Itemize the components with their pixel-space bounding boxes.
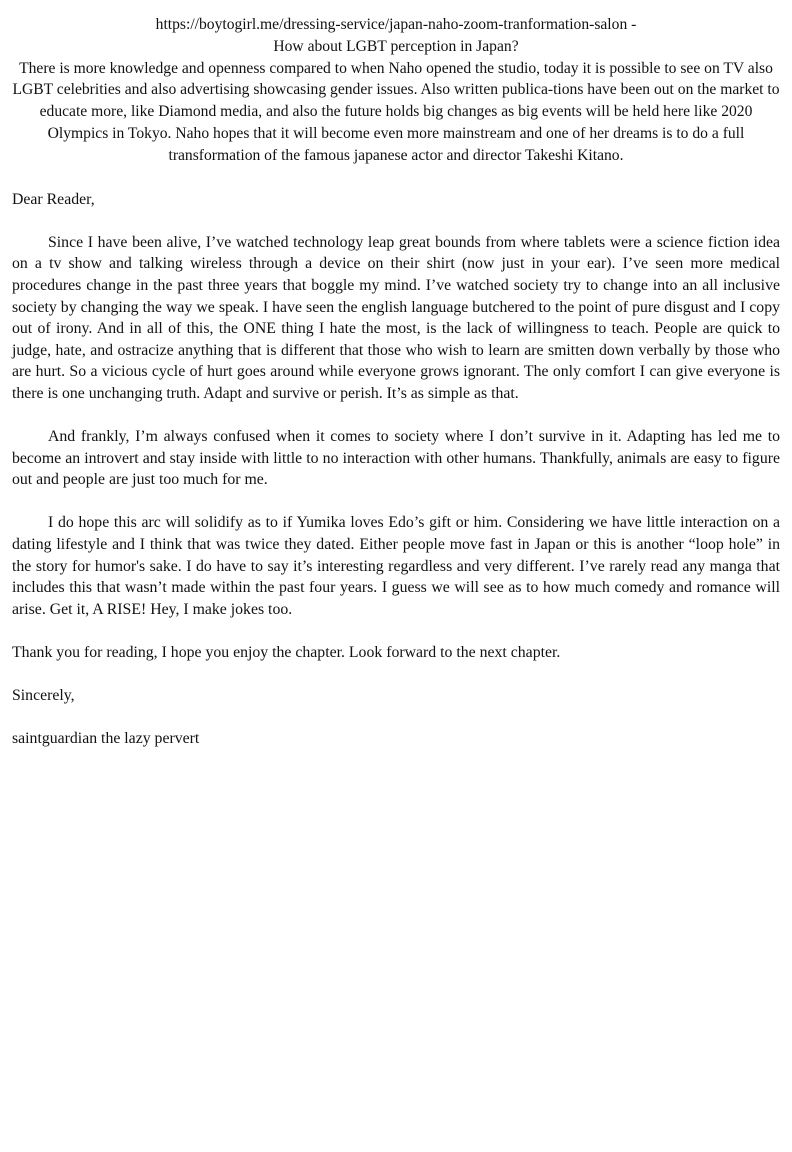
letter-paragraph-1: Since I have been alive, I’ve watched technology leap great bounds from where tablets were a science fiction idea on a tv show and talking wireless through a device on their shirt (now just in your ear). I’ve seen more medical procedures change in the past three years that boggle my mind. I’ve watched society try to change into an all inclusive society by changing the way we speak. I have seen the english language butchered to the point of pure disgust and I copy out of irony. And in all of this, the ONE thing I hate the most, is the lack of willingness to teach. People are quick to judge, hate, and ostracize anything that is different that those who wish to learn are smitten down verbally by those who are hurt. So a vicious cycle of hurt goes around while everyone grows ignorant. The only comfort I can give everyone is there is one unchanging truth. Adapt and survive or perish. It’s as simple as that. bbox=[12, 233, 780, 402]
signature: saintguardian the lazy pervert bbox=[12, 730, 200, 748]
letter-paragraph-3: I do hope this arc will solidify as to if Yumika loves Edo’s gift or him. Considering we have little interaction on a dating lifestyle and I think that was twice they dated. Either people move fast in Japan or this is another “loop hole” in the story for humor's sake. I do have to say it’s interesting regardless and very different. I’ve rarely read any manga that includes this that wasn’t made within the past four years. I guess we will see as to how much comedy and romance will arise. Get it, A RISE! Hey, I make jokes too. bbox=[12, 514, 780, 618]
interview-answer: There is more knowledge and openness compared to when Naho opened the studio, today it is possible to see on TV also LGBT celebrities and also advertising showcasing gender issues. Also written publica-tions have been out on the market to educate more, like Diamond media, and also the future holds big changes as big events will be held here like 2020 Olympics in Tokyo. Naho hopes that it will become even more mainstream and one of her dreams is to do a full transformation of the famous japanese actor and director Takeshi Kitano. bbox=[12, 59, 780, 164]
salutation: Dear Reader, bbox=[12, 190, 95, 208]
letter-body bbox=[12, 189, 780, 750]
thanks-line: Thank you for reading, I hope you enjoy the chapter. Look forward to the next chapter. bbox=[12, 644, 561, 662]
document-page bbox=[12, 14, 780, 772]
letter-paragraph-2: And frankly, I’m always confused when it comes to society where I don’t survive in it. Adapting has led me to become an introvert and stay inside with little to no interaction with other humans. Thankfully, animals are easy to figure out and people are just too much for me. bbox=[12, 428, 780, 489]
source-url: https://boytogirl.me/dressing-service/japan-naho-zoom-tranformation-salon - bbox=[155, 16, 637, 33]
header-block bbox=[12, 14, 780, 167]
interview-question: How about LGBT perception in Japan? bbox=[273, 37, 519, 55]
closing: Sincerely, bbox=[12, 687, 75, 705]
